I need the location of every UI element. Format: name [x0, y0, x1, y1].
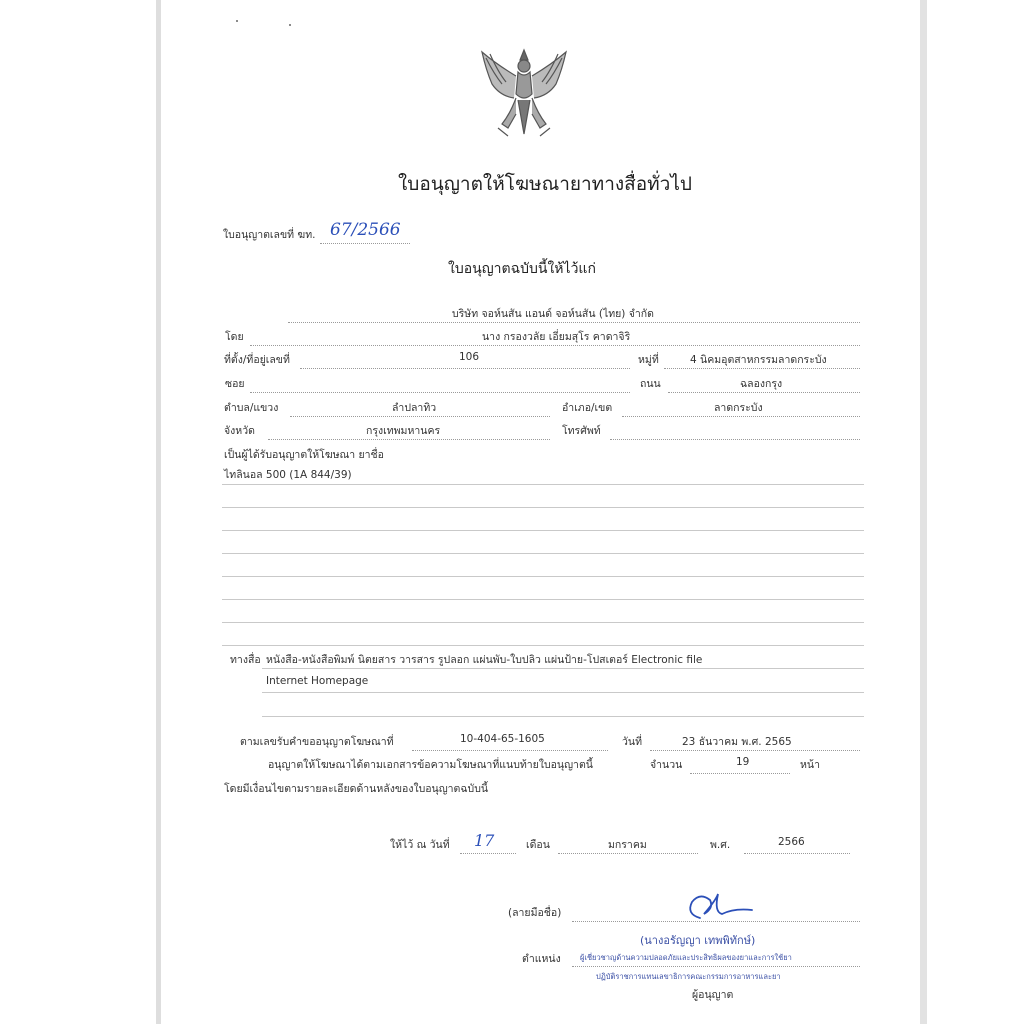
- media-value: หนังสือ-หนังสือพิมพ์ นิตยสาร วารสาร รูปลอก แผ่นพับ-ใบปลิว แผ่นป้าย-โปสเตอร์ Electronic file: [266, 654, 703, 666]
- moo-value: 4 นิคมอุตสาหกรรมลาดกระบัง: [690, 354, 827, 366]
- moo-line: [664, 368, 860, 369]
- document-title: ใบอนุญาตให้โฆษณายาทางสื่อทั่วไป: [398, 173, 692, 195]
- blank-line: [222, 576, 864, 577]
- given-month-label: เดือน: [526, 839, 550, 851]
- given-year-label: พ.ศ.: [710, 839, 731, 851]
- blank-line: [222, 645, 864, 646]
- count-line: [690, 773, 790, 774]
- given-year-value: 2566: [778, 836, 805, 848]
- district-line: [622, 416, 860, 417]
- blank-line: [222, 553, 864, 554]
- media-value-2: Internet Homepage: [266, 675, 369, 687]
- road-line: [668, 392, 860, 393]
- background-right: [927, 0, 1024, 1024]
- blank-line: [222, 484, 864, 485]
- position-line-2: ปฏิบัติราชการแทนเลขาธิการคณะกรรมการอาหารและยา: [596, 972, 781, 981]
- signature-line: [572, 921, 860, 922]
- license-number-value: 67/2566: [330, 220, 401, 240]
- soi-label: ซอย: [225, 378, 245, 390]
- licensor-label: ผู้อนุญาต: [692, 989, 734, 1001]
- media-line: [262, 716, 864, 717]
- subdistrict-value: ลำปลาทิว: [392, 402, 437, 414]
- page-unit: หน้า: [800, 759, 820, 771]
- media-label: ทางสื่อ: [230, 654, 261, 666]
- request-date-value: 23 ธันวาคม พ.ศ. 2565: [682, 736, 792, 748]
- speck: [236, 20, 238, 22]
- request-value: 10-404-65-1605: [460, 733, 545, 745]
- position-line-1: ผู้เชี่ยวชาญด้านความปลอดภัยและประสิทธิผลของยาและการใช้ยา: [580, 953, 792, 962]
- count-value: 19: [736, 756, 750, 768]
- issued-to-heading: ใบอนุญาตฉบับนี้ให้ไว้แก่: [448, 261, 596, 277]
- district-value: ลาดกระบัง: [714, 402, 763, 414]
- request-label: ตามเลขรับคำขออนุญาตโฆษณาที่: [240, 736, 394, 748]
- blank-line: [222, 530, 864, 531]
- given-month-value: มกราคม: [608, 839, 647, 851]
- signature-label: (ลายมือชื่อ): [508, 907, 562, 919]
- province-label: จังหวัด: [224, 425, 255, 437]
- district-label: อำเภอ/เขต: [562, 402, 613, 414]
- background-left: [0, 0, 160, 1024]
- phone-label: โทรศัพท์: [562, 425, 601, 437]
- road-label: ถนน: [640, 378, 661, 390]
- garuda-emblem-icon: [472, 44, 576, 142]
- given-month-line: [558, 853, 698, 854]
- by-line: [250, 345, 860, 346]
- signer-name: (นางอรัญญา เทพพิทักษ์): [640, 934, 756, 947]
- license-number-label: ใบอนุญาตเลขที่ ฆท.: [223, 229, 316, 241]
- address-line: [300, 368, 630, 369]
- count-label: จำนวน: [650, 759, 683, 771]
- media-line: [262, 692, 864, 693]
- by-value: นาง กรองวลัย เอี่ยมสุโร คาดาจิริ: [482, 331, 631, 343]
- given-day-line: [460, 853, 516, 854]
- given-year-line: [744, 853, 850, 854]
- handwritten-signature: [680, 890, 770, 930]
- permit-text: อนุญาตให้โฆษณาได้ตามเอกสารข้อความโฆษณาที่แนบท้ายใบอนุญาตนี้: [268, 759, 593, 771]
- drug-value: ไทลินอล 500 (1A 844/39): [224, 469, 352, 481]
- license-number-line: [320, 243, 410, 244]
- phone-line: [610, 439, 860, 440]
- request-date-line: [650, 750, 860, 751]
- province-value: กรุงเทพมหานคร: [366, 425, 441, 437]
- speck: [289, 24, 291, 26]
- address-value: 106: [459, 351, 480, 363]
- company-name: บริษัท จอห์นสัน แอนด์ จอห์นสัน (ไทย) จำกัด: [452, 308, 654, 320]
- moo-label: หมู่ที่: [638, 354, 659, 366]
- subdistrict-line: [290, 416, 550, 417]
- blank-line: [222, 622, 864, 623]
- media-line: [262, 668, 864, 669]
- request-date-label: วันที่: [622, 736, 642, 748]
- blank-line: [222, 599, 864, 600]
- subdistrict-label: ตำบล/แขวง: [224, 402, 279, 414]
- company-line: [288, 322, 860, 323]
- address-label: ที่ตั้ง/ที่อยู่เลขที่: [224, 354, 290, 366]
- given-day-label: ให้ไว้ ณ วันที่: [390, 839, 450, 851]
- conditions-text: โดยมีเงื่อนไขตามรายละเอียดด้านหลังของใบอนุญาตฉบับนี้: [224, 783, 489, 795]
- province-line: [268, 439, 550, 440]
- road-value: ฉลองกรุง: [740, 378, 783, 390]
- soi-line: [250, 392, 630, 393]
- license-document: [161, 0, 920, 1024]
- position-label: ตำแหน่ง: [522, 953, 561, 965]
- given-day-value: 17: [474, 831, 495, 850]
- drug-label: เป็นผู้ได้รับอนุญาตให้โฆษณา ยาชื่อ: [224, 449, 384, 461]
- request-line: [412, 750, 608, 751]
- paper-right-edge: [920, 0, 927, 1024]
- by-label: โดย: [225, 331, 244, 343]
- blank-line: [222, 507, 864, 508]
- position-line: [572, 966, 860, 967]
